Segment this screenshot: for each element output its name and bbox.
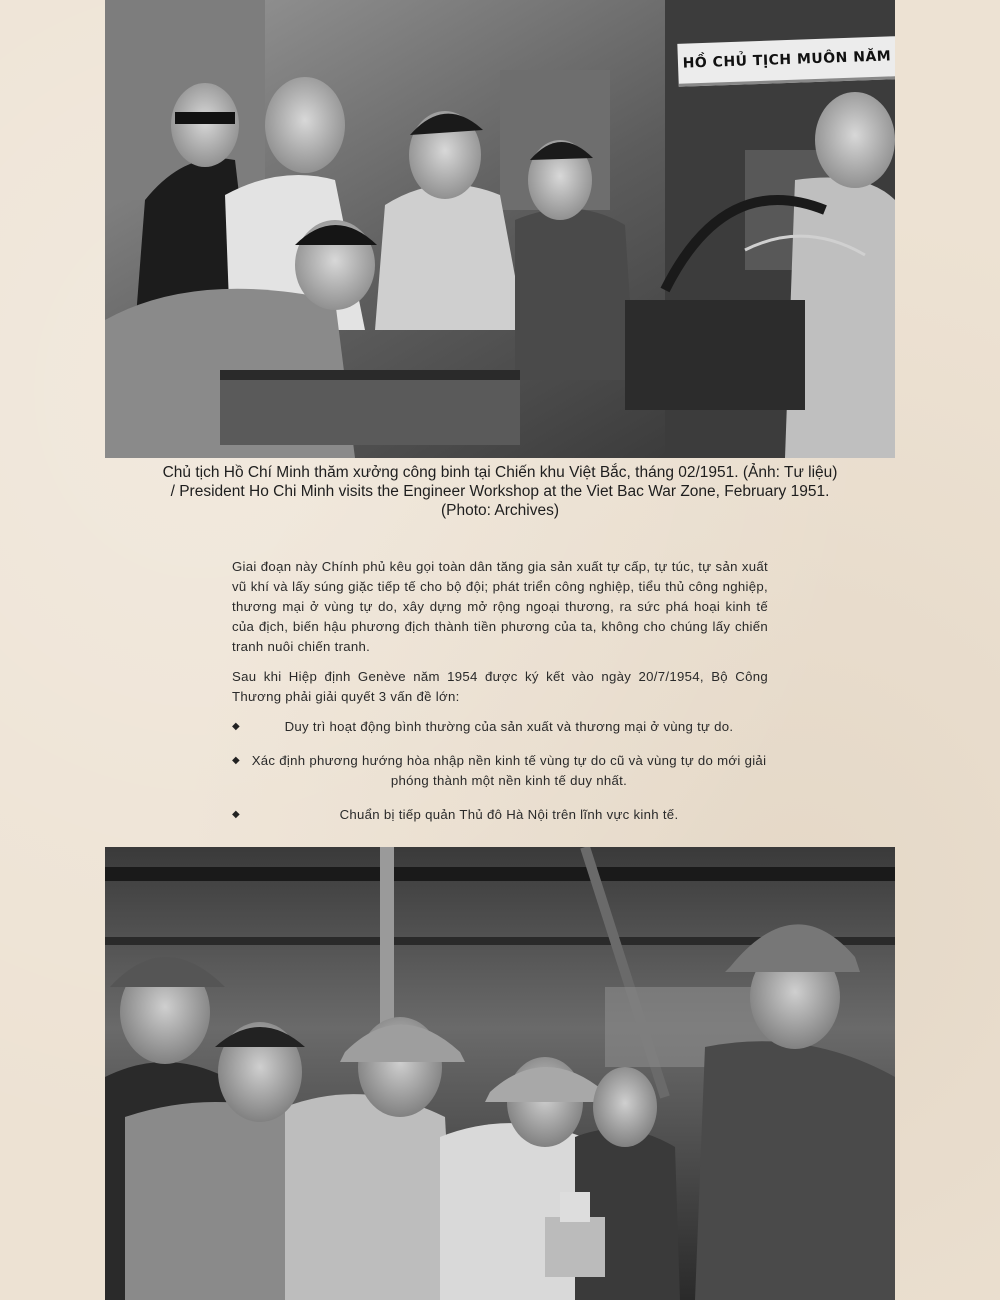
list-item <box>232 751 768 791</box>
photo-illustration <box>105 847 895 1300</box>
diamond-bullet-icon: ◆ <box>232 809 240 820</box>
archive-photo-workshop-visit <box>105 0 895 458</box>
caption-line-vietnamese: Chủ tịch Hồ Chí Minh thăm xưởng công binh tại Chiến khu Việt Bắc, tháng 02/1951. (Ảnh: Tư liệu) <box>162 464 838 481</box>
caption-line-english: / President Ho Chi Minh visits the Engineer Workshop at the Viet Bac War Zone, February 1951. <box>170 483 830 500</box>
article-body <box>232 557 768 839</box>
list-item-text: Duy trì hoạt động bình thường của sản xuất và thương mại ở vùng tự do. <box>284 719 734 734</box>
list-item <box>232 805 768 825</box>
list-item <box>232 717 768 737</box>
bullet-list <box>232 717 768 825</box>
photo-caption <box>105 463 895 520</box>
diamond-bullet-icon: ◆ <box>232 755 240 766</box>
article-paragraph-2: Sau khi Hiệp định Genève năm 1954 được ký kết vào ngày 20/7/1954, Bộ Công Thương phải giải quyết 3 vấn đề lớn: <box>232 669 768 704</box>
diamond-bullet-icon: ◆ <box>232 721 240 732</box>
archive-photo-soldiers-workshop <box>105 847 895 1300</box>
list-item-text: Chuẩn bị tiếp quản Thủ đô Hà Nội trên lĩnh vực kinh tế. <box>339 807 679 822</box>
banner-sign: HỒ CHỦ TỊCH MUÔN NĂM <box>677 36 895 87</box>
list-item-text: Xác định phương hướng hòa nhập nền kinh tế vùng tự do cũ và vùng tự do mới giải phóng thành một nền kinh tế duy nhất. <box>251 753 767 788</box>
article-paragraph-1: Giai đoạn này Chính phủ kêu gọi toàn dân tăng gia sản xuất tự cấp, tự túc, tự sản xuất vũ khí và lấy súng giặc tiếp tế cho bộ đội; phát triển công nghiệp, tiểu thủ công nghiệp, thương mại ở vùng tự do, xây dựng mở rộng ngoại thương, ra sức phá hoại kinh tế của địch, biến hậu phương địch thành tiền phương của ta, không cho chúng lấy chiến tranh nuôi chiến tranh. <box>232 559 768 654</box>
caption-line-credit: (Photo: Archives) <box>440 502 560 519</box>
